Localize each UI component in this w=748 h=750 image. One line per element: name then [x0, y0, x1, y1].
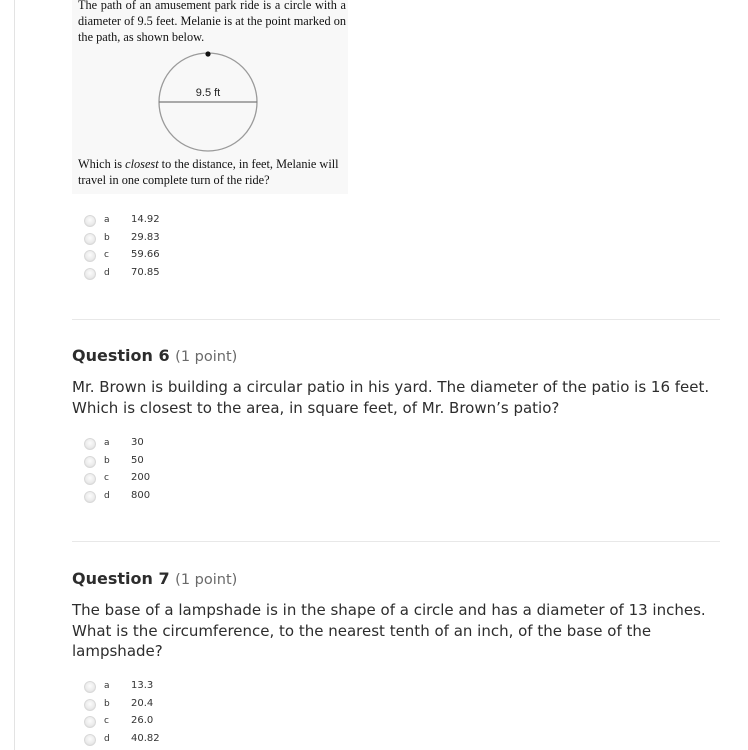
choice-value: 70.85 — [131, 267, 160, 279]
question-5-prompt — [78, 156, 346, 188]
question-divider — [72, 541, 720, 542]
prompt-text: to the distance, in feet, Melanie will travel in one complete turn of the ride? — [78, 157, 339, 187]
prompt-emphasis: closest — [125, 157, 159, 171]
radio-button[interactable] — [84, 233, 96, 245]
choice-letter: b — [104, 698, 110, 709]
choice-letter: c — [104, 250, 109, 261]
question-title: Question 7 — [72, 569, 170, 588]
choice-value: 40.82 — [131, 733, 160, 745]
melanie-point — [205, 51, 210, 56]
radio-button[interactable] — [84, 734, 96, 746]
radio-button[interactable] — [84, 681, 96, 693]
choice-value: 200 — [131, 472, 151, 484]
choice-letter: a — [104, 681, 110, 691]
choice-letter: d — [104, 268, 110, 279]
choice-letter: d — [104, 734, 110, 745]
question-title: Question 6 — [72, 346, 170, 365]
choice-letter: b — [104, 232, 110, 243]
radio-button[interactable] — [84, 473, 96, 485]
question-5-image — [72, 0, 348, 194]
question-5-stem: The path of an amusement park ride is a circle with a diameter of 9.5 feet. Melanie is at the point marked on the path, as shown below. — [78, 0, 346, 44]
choice-letter: d — [104, 491, 110, 502]
choice-value: 30 — [131, 437, 144, 448]
radio-button[interactable] — [84, 716, 96, 728]
choice-value: 13.3 — [131, 680, 154, 691]
prompt-text: Which is — [78, 157, 126, 171]
choice-value: 29.83 — [131, 231, 160, 243]
choice-value: 800 — [131, 490, 151, 502]
circle-diagram — [152, 48, 264, 158]
question-6-heading — [72, 346, 237, 365]
radio-button[interactable] — [84, 456, 96, 468]
left-border — [14, 0, 15, 750]
radio-button[interactable] — [84, 491, 96, 503]
radio-button[interactable] — [84, 438, 96, 450]
question-points: (1 point) — [175, 572, 238, 588]
question-points: (1 point) — [175, 349, 238, 365]
radio-button[interactable] — [84, 699, 96, 711]
question-7-body: The base of a lampshade is in the shape of a circle and has a diameter of 13 inches. What is the circumference, to the nearest tenth of an inch, of the base of the lampshade? — [72, 601, 706, 660]
question-7-heading — [72, 569, 237, 588]
question-divider — [72, 319, 720, 320]
radio-button[interactable] — [84, 268, 96, 280]
choice-letter: a — [104, 215, 110, 225]
choice-value: 50 — [131, 454, 144, 466]
diameter-label: 9.5 ft — [195, 87, 221, 99]
choice-letter: c — [104, 473, 109, 484]
choice-letter: b — [104, 455, 110, 466]
radio-button[interactable] — [84, 215, 96, 227]
choice-value: 59.66 — [131, 249, 160, 261]
radio-button[interactable] — [84, 250, 96, 262]
question-6-body: Mr. Brown is building a circular patio in his yard. The diameter of the patio is 16 feet. Which is closest to the area, in square feet, of Mr. Brown’s patio? — [72, 378, 710, 417]
choice-value: 20.4 — [131, 697, 154, 709]
choice-value: 26.0 — [131, 715, 154, 727]
choice-letter: c — [104, 716, 109, 727]
choice-value: 14.92 — [131, 214, 160, 225]
choice-letter: a — [104, 438, 110, 448]
